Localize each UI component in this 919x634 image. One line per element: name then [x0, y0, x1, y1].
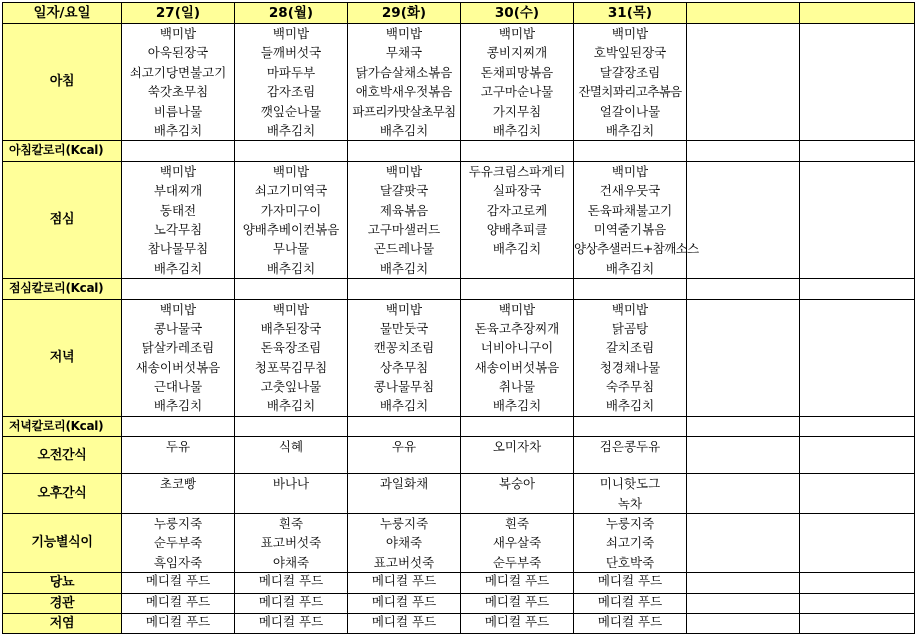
menu-item: 배추김치 [379, 398, 429, 414]
functional-cell [348, 514, 461, 573]
snack-item: 식혜 [278, 439, 304, 455]
menu-item: 백미밥 [159, 301, 197, 317]
special-label: 당뇨 [3, 573, 122, 593]
menu-item: 갈치조림 [605, 340, 655, 356]
menu-cell [800, 299, 915, 416]
calorie-label: 아침칼로리(Kcal) [3, 141, 122, 161]
functional-item: 누룽지죽 [153, 516, 203, 532]
snack-cell [461, 437, 574, 474]
meal-row-breakfast [3, 24, 915, 141]
calorie-cell [122, 279, 235, 299]
special-cell: 메디컬 푸드 [461, 573, 574, 593]
menu-item: 달걀팟국 [379, 183, 429, 199]
menu-cell [574, 161, 699, 278]
menu-item: 닭곰탕 [611, 320, 649, 336]
special-cell: 메디컬 푸드 [122, 593, 235, 613]
menu-item: 취나물 [498, 379, 536, 395]
menu-item: 콩나물무침 [373, 379, 435, 395]
menu-cell [800, 24, 915, 141]
calorie-cell [461, 416, 574, 436]
snack-item: 바나나 [272, 476, 310, 492]
header-day: 31(목) [574, 3, 687, 24]
menu-cell [461, 24, 574, 141]
snack-label-morning: 오전간식 [3, 437, 122, 474]
special-cell: 메디컬 푸드 [461, 593, 574, 613]
snack-item: 미니핫도그 [599, 476, 661, 492]
special-row [3, 593, 915, 613]
calorie-cell [574, 279, 687, 299]
menu-item: 백미밥 [272, 163, 310, 179]
menu-item: 호박잎된장국 [593, 45, 667, 61]
calorie-row-breakfast [3, 141, 915, 161]
meal-plan [2, 2, 915, 634]
special-cell: 메디컬 푸드 [122, 573, 235, 593]
menu-item: 가지무침 [492, 103, 542, 119]
calorie-cell [800, 279, 915, 299]
functional-label: 기능별식이 [3, 514, 122, 573]
menu-item: 무나물 [272, 241, 310, 257]
special-cell: 메디컬 푸드 [574, 593, 687, 613]
special-cell [800, 593, 915, 613]
functional-item: 흰죽 [278, 516, 304, 532]
special-cell: 메디컬 푸드 [348, 614, 461, 634]
menu-item: 돈육장조림 [260, 340, 322, 356]
functional-item: 표고버섯죽 [260, 535, 322, 551]
menu-item: 들깨버섯국 [260, 45, 322, 61]
menu-item: 양배추피클 [486, 221, 548, 237]
special-cell [800, 614, 915, 634]
special-cell: 메디컬 푸드 [122, 614, 235, 634]
calorie-row-dinner [3, 416, 915, 436]
special-label: 저염 [3, 614, 122, 634]
menu-item: 배추김치 [492, 398, 542, 414]
menu-item: 돈육고추장찌개 [474, 320, 560, 336]
menu-item: 얼갈이나물 [599, 103, 661, 119]
menu-cell [800, 161, 915, 278]
menu-item: 백미밥 [272, 26, 310, 41]
menu-cell [461, 299, 574, 416]
functional-item: 새우살죽 [492, 535, 542, 551]
menu-item: 실파장국 [492, 183, 542, 199]
menu-item: 무채국 [385, 45, 423, 61]
menu-item: 고구마순나물 [480, 84, 554, 100]
special-cell: 메디컬 푸드 [574, 573, 687, 593]
menu-item: 쇠고기당면불고기 [129, 64, 227, 80]
snack-cell [348, 437, 461, 474]
menu-cell [687, 24, 800, 141]
snack-item: 과일화채 [379, 476, 429, 492]
menu-item: 양상추샐러드+참깨소스 [574, 241, 699, 257]
menu-item: 배추김치 [153, 260, 203, 276]
menu-item: 배추김치 [379, 122, 429, 138]
menu-item: 부대찌개 [153, 183, 203, 199]
menu-item: 배추된장국 [260, 320, 322, 336]
menu-item: 물만둣국 [379, 320, 429, 336]
menu-cell [122, 24, 235, 141]
menu-item: 배추김치 [605, 398, 655, 414]
header-day [687, 3, 800, 24]
menu-cell [348, 161, 461, 278]
menu-item: 고구마샐러드 [367, 221, 441, 237]
functional-item: 야채죽 [272, 554, 310, 570]
special-cell: 메디컬 푸드 [235, 593, 348, 613]
calorie-row-lunch [3, 279, 915, 299]
calorie-cell [348, 141, 461, 161]
snack-cell [687, 474, 800, 514]
menu-item: 미역줄기볶음 [593, 221, 667, 237]
menu-item: 배추김치 [379, 260, 429, 276]
menu-item: 달걀장조림 [599, 64, 661, 80]
menu-item: 마파두부 [266, 64, 316, 80]
functional-cell [235, 514, 348, 573]
functional-item: 야채죽 [385, 535, 423, 551]
menu-item: 백미밥 [611, 26, 649, 41]
snack-cell [348, 474, 461, 514]
menu-item: 콩나물국 [153, 320, 203, 336]
menu-item: 제육볶음 [379, 202, 429, 218]
menu-item: 고춧잎나물 [260, 379, 322, 395]
calorie-cell [800, 416, 915, 436]
menu-item: 백미밥 [272, 301, 310, 317]
calorie-cell [687, 416, 800, 436]
calorie-cell [348, 279, 461, 299]
snack-cell [800, 437, 915, 474]
menu-item: 쇠고기미역국 [254, 183, 328, 199]
special-cell: 메디컬 푸드 [235, 573, 348, 593]
calorie-label: 점심칼로리(Kcal) [3, 279, 122, 299]
menu-item: 백미밥 [385, 163, 423, 179]
menu-cell [687, 299, 800, 416]
special-cell: 메디컬 푸드 [574, 614, 687, 634]
snack-cell [235, 437, 348, 474]
menu-item: 배추김치 [266, 260, 316, 276]
meal-label-dinner: 저녁 [3, 299, 122, 416]
header-row [3, 3, 915, 24]
snack-item: 우유 [391, 439, 417, 455]
functional-item: 흰죽 [504, 516, 530, 532]
meal-row-lunch [3, 161, 915, 278]
menu-item: 근대나물 [153, 379, 203, 395]
menu-item: 백미밥 [159, 26, 197, 41]
functional-item: 순두부죽 [153, 535, 203, 551]
menu-item: 너비아니구이 [480, 340, 554, 356]
menu-item: 양배추베이컨볶음 [242, 221, 340, 237]
menu-item: 배추김치 [153, 398, 203, 414]
menu-cell [574, 24, 687, 141]
menu-item: 배추김치 [492, 122, 542, 138]
header-day [800, 3, 915, 24]
snack-label-afternoon: 오후간식 [3, 474, 122, 514]
meal-label-breakfast: 아침 [3, 24, 122, 141]
special-cell: 메디컬 푸드 [348, 593, 461, 613]
menu-item: 청포묵김무침 [254, 359, 328, 375]
menu-item: 애호박새우젓볶음 [355, 84, 453, 100]
menu-item: 돈채피망볶음 [480, 64, 554, 80]
functional-item: 누룽지죽 [379, 516, 429, 532]
menu-item: 노각무침 [153, 221, 203, 237]
snack-item: 검은콩두유 [599, 439, 661, 455]
menu-item: 백미밥 [498, 301, 536, 317]
menu-item: 동태전 [159, 202, 197, 218]
calorie-cell [235, 279, 348, 299]
menu-item: 캔꽁치조림 [373, 340, 435, 356]
snack-cell [122, 474, 235, 514]
menu-item: 비름나물 [153, 103, 203, 119]
snack-cell [574, 474, 687, 514]
calorie-cell [574, 141, 687, 161]
menu-item: 청경채나물 [599, 359, 661, 375]
snack-row-morning [3, 437, 915, 474]
calorie-cell [235, 416, 348, 436]
meal-label-lunch: 점심 [3, 161, 122, 278]
calorie-cell [122, 416, 235, 436]
calorie-cell [461, 279, 574, 299]
menu-item: 깻잎순나물 [260, 103, 322, 119]
menu-item: 두유크림스파게티 [468, 163, 566, 179]
menu-item: 백미밥 [385, 301, 423, 317]
special-label: 경관 [3, 593, 122, 613]
special-row [3, 573, 915, 593]
menu-item: 배추김치 [266, 122, 316, 138]
menu-item: 배추김치 [266, 398, 316, 414]
snack-item: 오미자차 [492, 439, 542, 455]
menu-cell [235, 24, 348, 141]
menu-cell [235, 299, 348, 416]
special-cell [800, 573, 915, 593]
snack-cell [687, 437, 800, 474]
functional-cell [574, 514, 687, 573]
menu-item: 백미밥 [385, 26, 423, 41]
menu-item: 새송이버섯볶음 [474, 359, 560, 375]
snack-cell [800, 474, 915, 514]
menu-item: 숙주무침 [605, 379, 655, 395]
menu-item: 아욱된장국 [147, 45, 209, 61]
functional-cell [800, 514, 915, 573]
menu-item: 백미밥 [498, 26, 536, 41]
functional-item: 순두부죽 [492, 554, 542, 570]
menu-item: 파프리카맛살초무침 [352, 103, 456, 119]
menu-cell [461, 161, 574, 278]
menu-item: 쑥갓초무침 [147, 84, 209, 100]
snack-item: 복숭아 [498, 476, 536, 492]
special-cell: 메디컬 푸드 [461, 614, 574, 634]
header-day: 29(화) [348, 3, 461, 24]
functional-cell [122, 514, 235, 573]
calorie-cell [348, 416, 461, 436]
menu-cell [687, 161, 800, 278]
menu-cell [122, 161, 235, 278]
functional-item: 흑임자죽 [153, 554, 203, 570]
menu-item [461, 259, 573, 278]
menu-cell [348, 24, 461, 141]
calorie-cell [461, 141, 574, 161]
header-corner: 일자/요일 [3, 3, 122, 24]
menu-item: 배추김치 [492, 241, 542, 257]
calorie-cell [574, 416, 687, 436]
functional-item: 누룽지죽 [605, 516, 655, 532]
menu-item: 닭가슴살채소볶음 [355, 64, 453, 80]
calorie-cell [235, 141, 348, 161]
menu-item: 감자고로케 [486, 202, 548, 218]
menu-item: 감자조림 [266, 84, 316, 100]
functional-cell [687, 514, 800, 573]
menu-item: 백미밥 [611, 301, 649, 317]
snack-cell [574, 437, 687, 474]
functional-item: 쇠고기죽 [605, 535, 655, 551]
snack-cell [122, 437, 235, 474]
menu-item: 상추무침 [379, 359, 429, 375]
menu-item: 백미밥 [611, 163, 649, 179]
snack-item: 두유 [165, 439, 191, 455]
menu-item: 새송이버섯볶음 [135, 359, 221, 375]
menu-item: 배추김치 [605, 260, 655, 276]
special-cell: 메디컬 푸드 [348, 573, 461, 593]
calorie-cell [122, 141, 235, 161]
snack-cell [235, 474, 348, 514]
calorie-label: 저녁칼로리(Kcal) [3, 416, 122, 436]
meal-table [2, 2, 915, 634]
menu-item: 건새우뭇국 [599, 183, 661, 199]
menu-cell [348, 299, 461, 416]
special-cell [687, 593, 800, 613]
header-day: 28(월) [235, 3, 348, 24]
header-day: 27(일) [122, 3, 235, 24]
menu-item: 잔멸치꽈리고추볶음 [578, 84, 682, 100]
special-cell: 메디컬 푸드 [235, 614, 348, 634]
menu-item: 곤드레나물 [373, 241, 435, 257]
header-day: 30(수) [461, 3, 574, 24]
functional-row [3, 514, 915, 573]
functional-item: 표고버섯죽 [373, 554, 435, 570]
menu-item: 돈육파채불고기 [587, 202, 673, 218]
menu-item: 가자미구이 [260, 202, 322, 218]
special-row [3, 614, 915, 634]
menu-item: 백미밥 [159, 163, 197, 179]
snack-item: 녹차 [617, 495, 643, 511]
special-cell [687, 573, 800, 593]
snack-cell [461, 474, 574, 514]
menu-cell [574, 299, 687, 416]
snack-item: 초코빵 [159, 476, 197, 492]
menu-item: 배추김치 [153, 122, 203, 138]
menu-item: 콩비지찌개 [486, 45, 548, 61]
menu-cell [235, 161, 348, 278]
functional-item: 단호박죽 [605, 554, 655, 570]
special-cell [687, 614, 800, 634]
meal-row-dinner [3, 299, 915, 416]
calorie-cell [800, 141, 915, 161]
menu-item: 닭살카레조림 [141, 340, 215, 356]
calorie-cell [687, 279, 800, 299]
calorie-cell [687, 141, 800, 161]
menu-item: 배추김치 [605, 122, 655, 138]
snack-row-afternoon [3, 474, 915, 514]
menu-item: 참나물무침 [147, 241, 209, 257]
functional-cell [461, 514, 574, 573]
menu-cell [122, 299, 235, 416]
